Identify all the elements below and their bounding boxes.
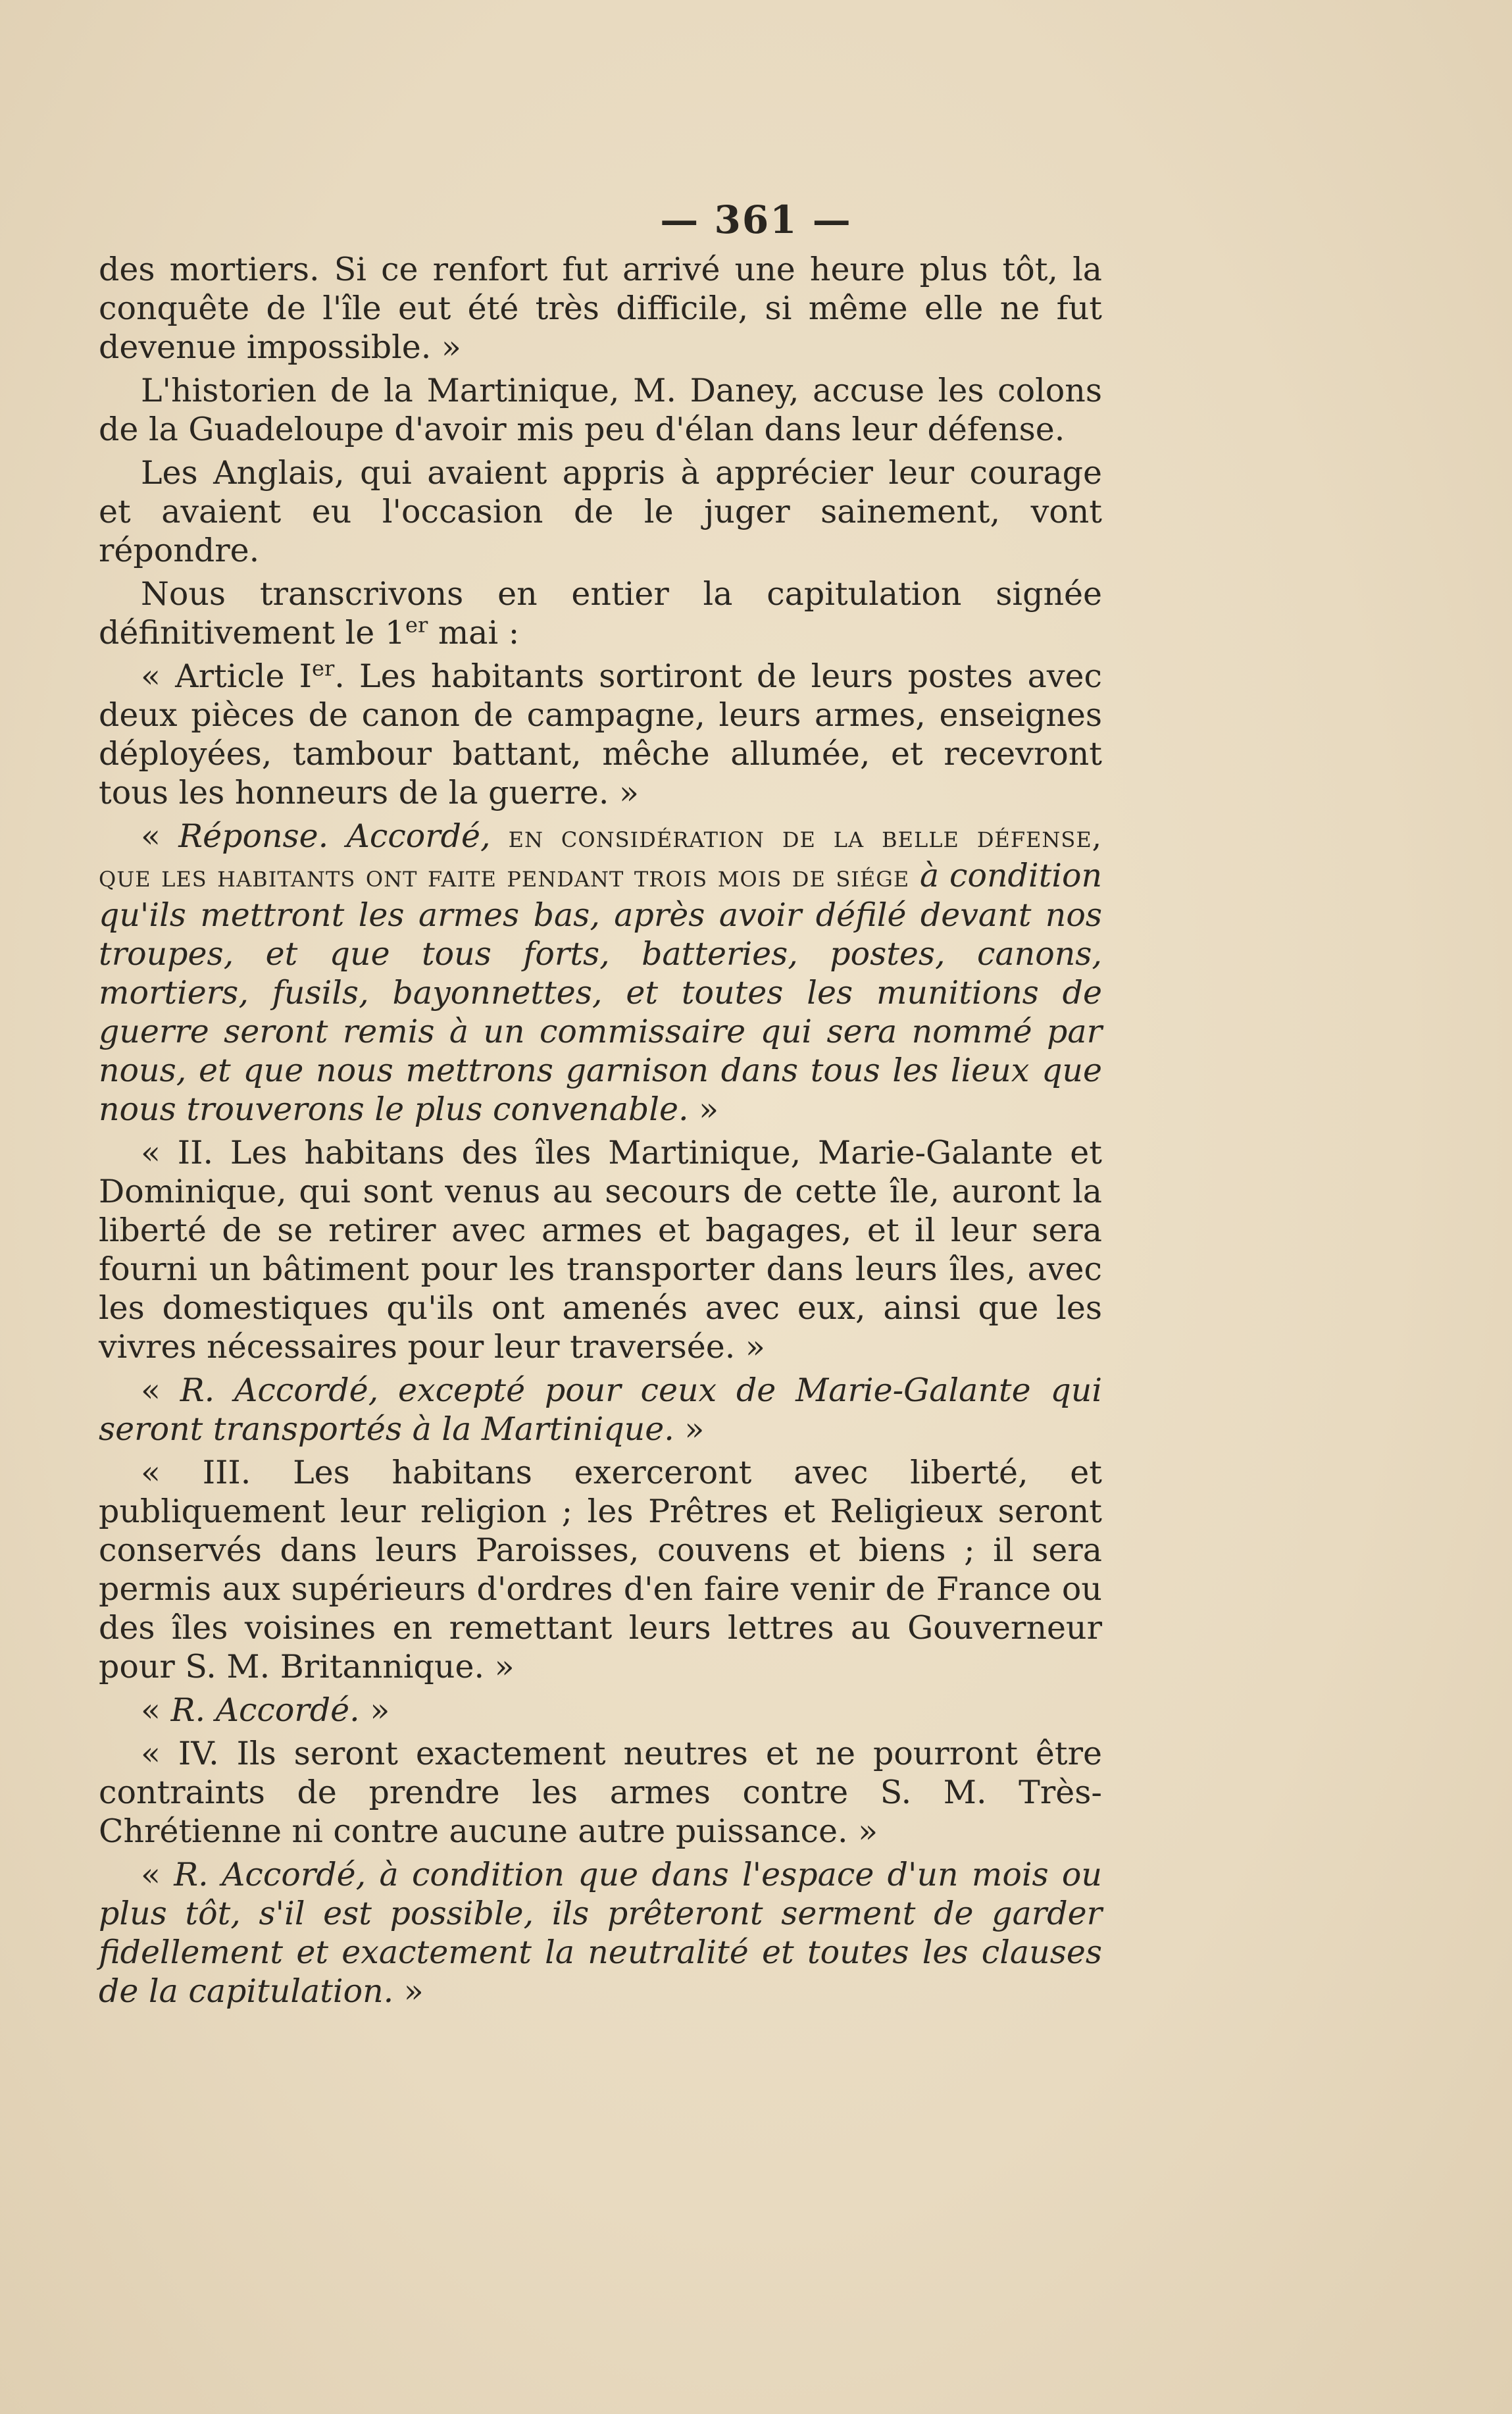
italic-text: à condition qu'ils mettront les armes bas, après avoir défilé devant nos troupes, et que tous forts, batteries, postes, canons, mortiers, fusils, bayonnettes, et toutes les munitions de guerre seront remis à un commissaire qui sera nommé par nous, et que nous mettrons garnison dans tous les lieux que nous trouverons le plus convenable. bbox=[99, 857, 1102, 1128]
text-segment: « bbox=[141, 1691, 171, 1729]
text-segment: « III. Les habitans exerceront avec liberté, et publiquement leur religion ; les Prêtres et Religieux seront conservés dans leurs Paroisses, couvens et biens ; il sera permis aux supérieurs d'ordres d'en faire venir de France ou des îles voisines en remettant leurs lettres au Gouverneur pour S. M. Britannique. » bbox=[99, 1454, 1102, 1685]
italic-text: R. Accordé, à condition que dans l'espace d'un mois ou plus tôt, s'il est possible, ils prêteront serment de garder fidellement et exactement la neutralité et toutes les clauses de la capitulation. bbox=[99, 1856, 1102, 2010]
text-segment: » bbox=[674, 1410, 705, 1448]
paragraph bbox=[99, 371, 1102, 449]
text-segment: » bbox=[688, 1091, 719, 1128]
paragraph bbox=[99, 1371, 1102, 1449]
paragraph bbox=[99, 1855, 1102, 2011]
text-segment: « Article I bbox=[141, 657, 313, 695]
paragraph bbox=[99, 1734, 1102, 1851]
text-segment: » bbox=[359, 1691, 390, 1729]
paragraph bbox=[99, 453, 1102, 570]
italic-text: R. Accordé, excepté pour ceux de Marie-Galante qui seront transportés à la Martinique. bbox=[99, 1372, 1103, 1448]
paragraph bbox=[99, 1453, 1102, 1686]
page-body bbox=[99, 250, 1102, 2015]
italic-text: R. Accordé. bbox=[170, 1691, 360, 1729]
italic-text: Réponse. Accordé, bbox=[178, 817, 491, 855]
small-caps-text: en considération de la belle défense, que les habitants ont faite pendant trois mois de siége bbox=[99, 819, 1102, 894]
paragraph bbox=[99, 657, 1102, 812]
paragraph bbox=[99, 1691, 1102, 1730]
text-segment: « IV. Ils seront exactement neutres et ne pourront être contraints de prendre les armes contre S. M. Très-Chrétienne ni contre aucune autre puissance. » bbox=[99, 1735, 1102, 1850]
text-segment: « bbox=[141, 1856, 174, 1893]
text-segment: L'historien de la Martinique, M. Daney, accuse les colons de la Guadeloupe d'avoir mis peu d'élan dans leur défense. bbox=[99, 372, 1102, 448]
paragraph bbox=[99, 250, 1102, 367]
text-segment: des mortiers. Si ce renfort fut arrivé une heure plus tôt, la conquête de l'île eut été très difficile, si même elle ne fut devenue impossible. » bbox=[99, 251, 1102, 366]
text-segment: . Les habitants sortiront de leurs postes avec deux pièces de canon de campagne, leurs armes, enseignes déployées, tambour battant, mêche allumée, et recevront tous les honneurs de la guerre. » bbox=[99, 657, 1102, 811]
superscript-text: er bbox=[405, 612, 428, 638]
text-segment: Les Anglais, qui avaient appris à apprécier leur courage et avaient eu l'occasion de le juger sainement, vont répondre. bbox=[99, 454, 1102, 569]
text-segment: « II. Les habitans des îles Martinique, Marie-Galante et Dominique, qui sont venus au secours de cette île, auront la liberté de se retirer avec armes et bagages, et il leur sera fourni un bâtiment pour les transporter dans leurs îles, avec les domestiques qu'ils ont amenés avec eux, ainsi que les vivres nécessaires pour leur traversée. » bbox=[99, 1134, 1102, 1366]
paragraph bbox=[99, 817, 1102, 1129]
text-segment: Nous transcrivons en entier la capitulation signée définitivement le 1 bbox=[99, 575, 1102, 652]
paragraph bbox=[99, 575, 1102, 652]
text-segment: mai : bbox=[428, 614, 520, 652]
superscript-text: er bbox=[312, 655, 335, 681]
text-segment: » bbox=[393, 1972, 424, 2010]
page-number: — 361 — bbox=[660, 197, 852, 242]
text-segment: « bbox=[141, 1372, 180, 1409]
text-segment: « bbox=[141, 817, 179, 855]
paragraph bbox=[99, 1133, 1102, 1366]
